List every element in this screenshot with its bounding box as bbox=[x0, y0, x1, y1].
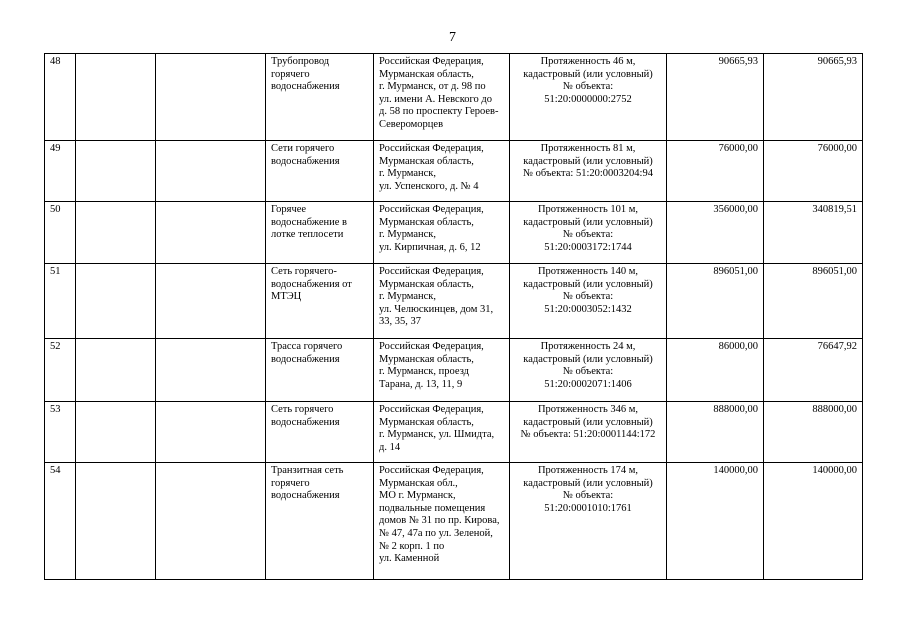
empty-cell bbox=[76, 54, 156, 141]
table-row bbox=[45, 54, 863, 141]
empty-cell bbox=[76, 402, 156, 463]
row-number-cell: 48 bbox=[45, 54, 76, 141]
balance-value-cell: 76000,00 bbox=[667, 141, 764, 202]
empty-cell bbox=[156, 264, 266, 339]
table-row bbox=[45, 202, 863, 264]
location-cell: Российская Федерация, Мурманская область, г. Мурманск, ул. Успенского, д. № 4 bbox=[374, 141, 510, 202]
location-cell: Российская Федерация, Мурманская область, г. Мурманск, ул. Челюскинцев, дом 31, 33, 35, 37 bbox=[374, 264, 510, 339]
balance-value-cell: 888000,00 bbox=[667, 402, 764, 463]
row-number-cell: 49 bbox=[45, 141, 76, 202]
location-cell: Российская Федерация, Мурманская область, г. Мурманск, проезд Тарана, д. 13, 11, 9 bbox=[374, 339, 510, 402]
location-cell: Российская Федерация, Мурманская область, г. Мурманск, ул. Кирпичная, д. 6, 12 bbox=[374, 202, 510, 264]
empty-cell bbox=[76, 141, 156, 202]
residual-value-cell: 140000,00 bbox=[764, 463, 863, 580]
object-name-cell: Сеть горячего водоснабжения bbox=[266, 402, 374, 463]
empty-cell bbox=[156, 463, 266, 580]
object-name-cell: Сети горячего водоснабжения bbox=[266, 141, 374, 202]
characteristics-cell: Протяженность 101 м, кадастровый (или условный) № объекта: 51:20:0003172:1744 bbox=[510, 202, 667, 264]
empty-cell bbox=[156, 54, 266, 141]
balance-value-cell: 86000,00 bbox=[667, 339, 764, 402]
object-name-cell: Транзитная сеть горячего водоснабжения bbox=[266, 463, 374, 580]
row-number-cell: 54 bbox=[45, 463, 76, 580]
balance-value-cell: 896051,00 bbox=[667, 264, 764, 339]
table-row bbox=[45, 264, 863, 339]
page-number: 7 bbox=[449, 30, 456, 45]
location-cell: Российская Федерация, Мурманская область, г. Мурманск, ул. Шмидта, д. 14 bbox=[374, 402, 510, 463]
empty-cell bbox=[156, 339, 266, 402]
characteristics-cell: Протяженность 24 м, кадастровый (или условный) № объекта: 51:20:0002071:1406 bbox=[510, 339, 667, 402]
characteristics-cell: Протяженность 81 м, кадастровый (или условный) № объекта: 51:20:0003204:94 bbox=[510, 141, 667, 202]
empty-cell bbox=[156, 402, 266, 463]
location-cell: Российская Федерация, Мурманская область, г. Мурманск, от д. 98 по ул. имени А. Невского до д. 58 по проспекту Героев- Североморцев bbox=[374, 54, 510, 141]
object-name-cell: Трубопровод горячего водоснабжения bbox=[266, 54, 374, 141]
residual-value-cell: 896051,00 bbox=[764, 264, 863, 339]
table-row bbox=[45, 402, 863, 463]
empty-cell bbox=[76, 339, 156, 402]
residual-value-cell: 90665,93 bbox=[764, 54, 863, 141]
residual-value-cell: 76647,92 bbox=[764, 339, 863, 402]
residual-value-cell: 888000,00 bbox=[764, 402, 863, 463]
balance-value-cell: 356000,00 bbox=[667, 202, 764, 264]
table-row bbox=[45, 463, 863, 580]
property-registry-table bbox=[44, 53, 863, 580]
balance-value-cell: 90665,93 bbox=[667, 54, 764, 141]
table-row bbox=[45, 339, 863, 402]
empty-cell bbox=[156, 202, 266, 264]
characteristics-cell: Протяженность 46 м, кадастровый (или условный) № объекта: 51:20:0000000:2752 bbox=[510, 54, 667, 141]
location-cell: Российская Федерация, Мурманская обл., МО г. Мурманск, подвальные помещения домов № 31 по пр. Кирова, № 47, 47а по ул. Зеленой, № 2 корп. 1 по ул. Каменной bbox=[374, 463, 510, 580]
row-number-cell: 50 bbox=[45, 202, 76, 264]
table-row bbox=[45, 141, 863, 202]
empty-cell bbox=[76, 463, 156, 580]
object-name-cell: Трасса горячего водоснабжения bbox=[266, 339, 374, 402]
characteristics-cell: Протяженность 346 м, кадастровый (или условный) № объекта: 51:20:0001144:172 bbox=[510, 402, 667, 463]
row-number-cell: 52 bbox=[45, 339, 76, 402]
empty-cell bbox=[76, 202, 156, 264]
residual-value-cell: 340819,51 bbox=[764, 202, 863, 264]
empty-cell bbox=[76, 264, 156, 339]
object-name-cell: Сеть горячего- водоснабжения от МТЭЦ bbox=[266, 264, 374, 339]
object-name-cell: Горячее водоснабжение в лотке теплосети bbox=[266, 202, 374, 264]
empty-cell bbox=[156, 141, 266, 202]
residual-value-cell: 76000,00 bbox=[764, 141, 863, 202]
balance-value-cell: 140000,00 bbox=[667, 463, 764, 580]
row-number-cell: 53 bbox=[45, 402, 76, 463]
characteristics-cell: Протяженность 174 м, кадастровый (или условный) № объекта: 51:20:0001010:1761 bbox=[510, 463, 667, 580]
row-number-cell: 51 bbox=[45, 264, 76, 339]
characteristics-cell: Протяженность 140 м, кадастровый (или условный) № объекта: 51:20:0003052:1432 bbox=[510, 264, 667, 339]
